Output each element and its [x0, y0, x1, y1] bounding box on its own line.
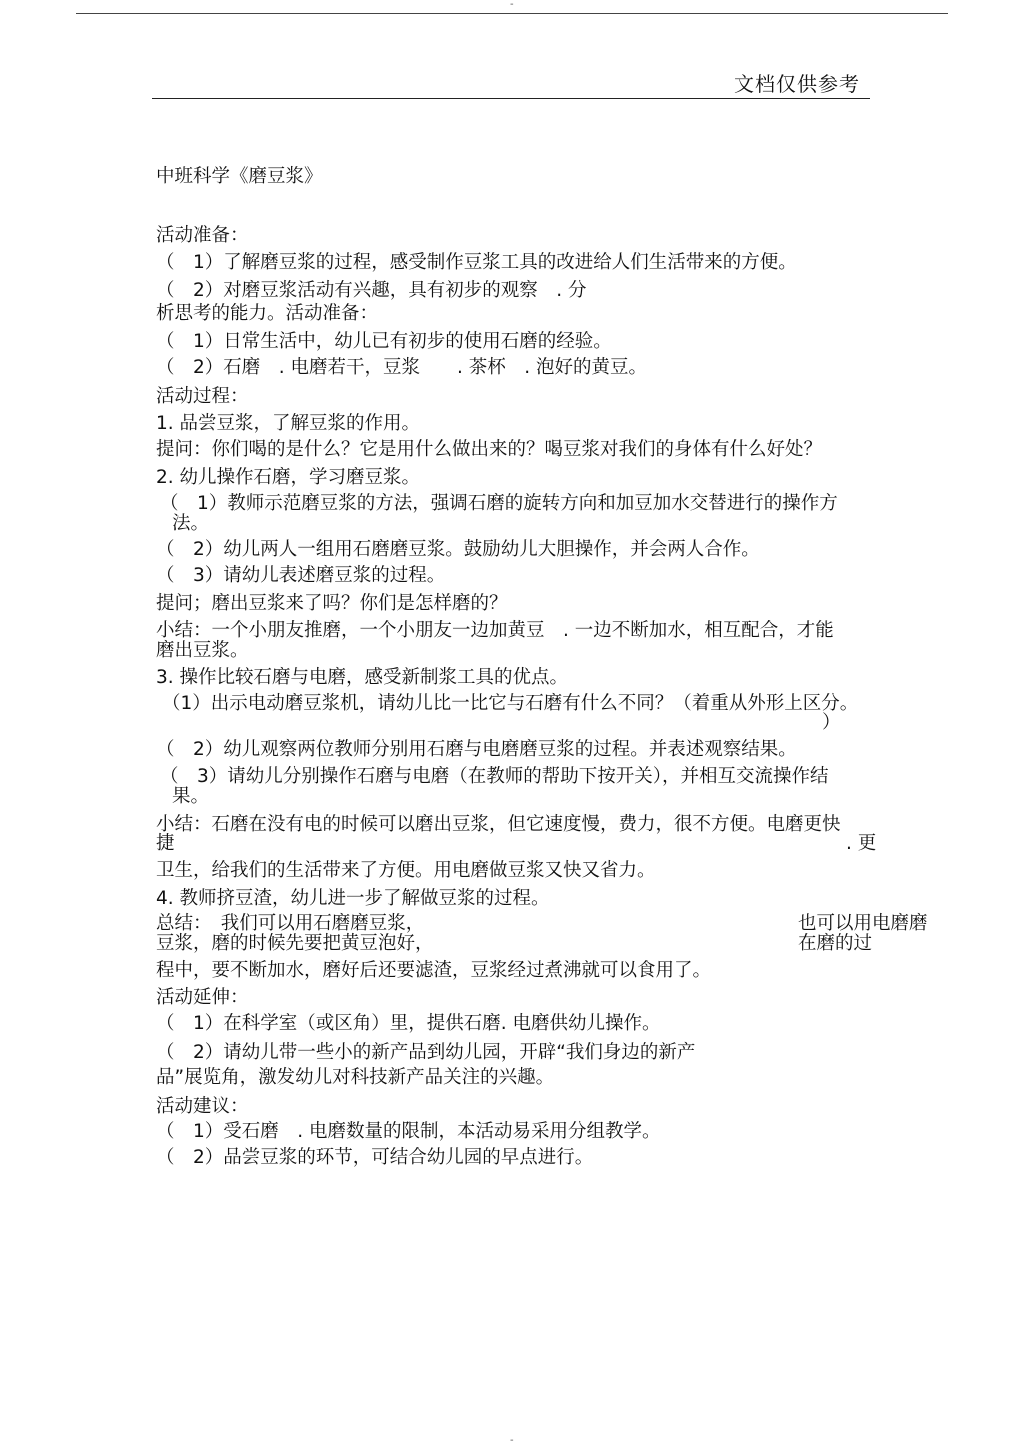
text-line: 3. 操作比较石磨与电磨，感受新制浆工具的优点。 — [156, 667, 569, 688]
text-line: （1）出示电动磨豆浆机，请幼儿比一比它与石磨有什么不同？（着重从外形上区分。 — [162, 693, 859, 714]
text-line: 1. 品尝豆浆，了解豆浆的作用。 — [156, 413, 421, 434]
header-rule — [152, 98, 870, 99]
text-line: . 更 — [846, 833, 877, 854]
text-line: （ 2）石磨 . 电磨若干，豆浆 . 茶杯 . 泡好的黄豆。 — [156, 357, 648, 378]
text-line: 在磨的过 — [798, 933, 873, 954]
section-heading: 活动过程： — [156, 386, 249, 407]
text-line: （ 1）受石磨 . 电磨数量的限制，本活动易采用分组教学。 — [156, 1121, 661, 1142]
text-line: （ 3）请幼儿分别操作石磨与电磨（在教师的帮助下按开关），并相互交流操作结 — [160, 766, 829, 787]
text-line: 磨出豆浆。 — [156, 640, 249, 661]
section-heading: 活动准备： — [156, 225, 249, 246]
text-line: 品”展览角，激发幼儿对科技新产品关注的兴趣。 — [156, 1067, 555, 1088]
text-line: 提问；磨出豆浆来了吗？你们是怎样磨的？ — [156, 593, 508, 614]
header-text: 文档仅供参考 — [734, 72, 860, 96]
section-heading: 活动延伸： — [156, 987, 249, 1008]
text-line: 小结：石磨在没有电的时候可以磨出豆浆，但它速度慢，费力，很不方便。电磨更快 — [156, 814, 841, 835]
text-line: 卫生，给我们的生活带来了方便。用电磨做豆浆又快又省力。 — [156, 860, 656, 881]
text-line: 豆浆，磨的时候先要把黄豆泡好， — [156, 933, 434, 954]
section-heading: 活动建议： — [156, 1096, 249, 1117]
text-line: （ 2）对磨豆浆活动有兴趣，具有初步的观察 . 分 — [156, 280, 587, 301]
text-line: 果。 — [172, 786, 210, 807]
text-line: 4. 教师挤豆渣，幼儿进一步了解做豆浆的过程。 — [156, 888, 550, 909]
text-line: 法。 — [172, 513, 210, 534]
top-rule — [76, 13, 948, 14]
text-line: （ 1）教师示范磨豆浆的方法，强调石磨的旋转方向和加豆加水交替进行的操作方 — [160, 493, 838, 514]
text-line: （ 1）日常生活中，幼儿已有初步的使用石磨的经验。 — [156, 331, 612, 352]
text-line: （ 1）在科学室（或区角）里，提供石磨. 电磨供幼儿操作。 — [156, 1013, 661, 1034]
text-line: （ 1）了解磨豆浆的过程，感受制作豆浆工具的改进给人们生活带来的方便。 — [156, 252, 797, 273]
text-line: 析思考的能力。活动准备： — [156, 303, 379, 324]
text-line: （ 2）幼儿观察两位教师分别用石磨与电磨磨豆浆的过程。并表述观察结果。 — [156, 739, 797, 760]
text-line: 总结： 我们可以用石磨磨豆浆， — [156, 913, 425, 934]
text-line: 2. 幼儿操作石磨，学习磨豆浆。 — [156, 467, 421, 488]
text-line: 捷 — [156, 833, 175, 854]
bottom-mark: - — [510, 1435, 514, 1446]
top-mark: - — [510, 0, 514, 10]
text-line: 程中，要不断加水，磨好后还要滤渣，豆浆经过煮沸就可以食用了。 — [156, 960, 712, 981]
text-line: 也可以用电磨磨 — [798, 913, 928, 934]
text-line: （ 2）请幼儿带一些小的新产品到幼儿园，开辟“我们身边的新产 — [156, 1042, 696, 1063]
document-title: 中班科学《磨豆浆》 — [156, 166, 323, 187]
text-line: （ 2）品尝豆浆的环节，可结合幼儿园的早点进行。 — [156, 1147, 594, 1168]
text-line: 提问：你们喝的是什么？它是用什么做出来的？喝豆浆对我们的身体有什么好处？ — [156, 439, 823, 460]
text-line: （ 2）幼儿两人一组用石磨磨豆浆。鼓励幼儿大胆操作，并会两人合作。 — [156, 539, 760, 560]
text-line: 小结：一个小朋友推磨，一个小朋友一边加黄豆 . 一边不断加水，相互配合，才能 — [156, 620, 834, 641]
text-line: （ 3）请幼儿表述磨豆浆的过程。 — [156, 565, 446, 586]
text-line: ） — [822, 712, 841, 733]
